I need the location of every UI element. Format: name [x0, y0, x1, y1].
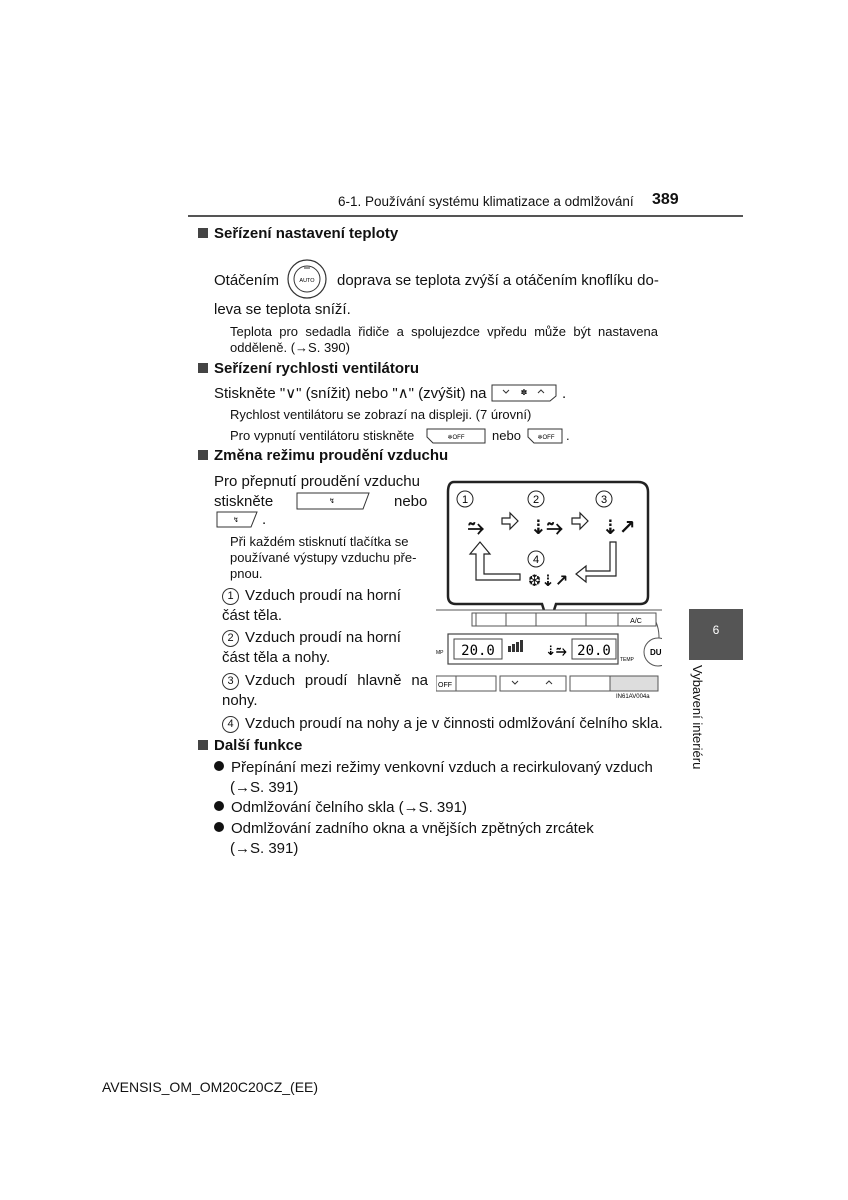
number-badge: 4	[222, 716, 239, 733]
temp-note: Teplota pro sedadla řidiče a spolujezdce vpředu může být nastavena odděleně. (→S. 390)	[230, 324, 658, 355]
fan-speed-button-icon	[491, 384, 557, 402]
airflow-note: Při každém stisknutí tlačítka se používané výstupy vzduchu pře-pnou.	[230, 534, 417, 581]
svg-text:TEMP: TEMP	[620, 657, 634, 663]
airflow-item-4: 4 Vzduch proudí na nohy a je v činnosti odmlžování čelního skla.	[222, 714, 663, 734]
airflow-intro-or: nebo	[394, 493, 428, 510]
figure-label-1: 1	[461, 494, 469, 506]
airflow-item-2: 2 Vzduch proudí na horní část těla a nohy.	[222, 629, 401, 666]
fan-note-2: Pro vypnutí ventilátoru stiskněte	[230, 428, 415, 443]
number-badge: 1	[222, 588, 239, 605]
square-bullet-icon	[198, 363, 208, 373]
bullet-dot-icon	[214, 761, 224, 771]
temp-line-1: Otáčením	[214, 272, 280, 289]
airflow-intro-end: .	[262, 511, 267, 528]
ac-label: A/C	[630, 618, 642, 625]
control-panel	[436, 610, 662, 712]
temperature-knob-icon	[286, 258, 328, 300]
display-left-temp: 20.0	[461, 643, 495, 659]
section-heading-airflow: Změna režimu proudění vzduchu	[198, 447, 448, 464]
figure-code: IN61AV004a	[616, 694, 650, 700]
header-rule	[188, 215, 743, 217]
airflow-item-1: 1 Vzduch proudí na horní část těla.	[222, 587, 401, 624]
figure-label-4: 4	[532, 554, 540, 566]
other-bullet-1: Přepínání mezi režimy venkovní vzduch a recirkulovaný vzduch	[214, 758, 653, 778]
temp-line-1b: doprava se teplota zvýší a otáčením knoflíku do-	[337, 272, 659, 289]
svg-text:❄OFF: ❄OFF	[447, 435, 465, 441]
svg-text:↯: ↯	[233, 516, 239, 524]
running-header: 6-1. Používání systému klimatizace a odmlžování	[338, 194, 634, 209]
mode-feet-defrost-icon: ❆⇣↗	[528, 571, 569, 590]
svg-text:DU: DU	[650, 648, 662, 657]
fan-off-button-icon	[426, 428, 486, 444]
fan-note-2-or: nebo	[492, 428, 521, 443]
figure-label-3: 3	[600, 494, 608, 506]
other-bullet-2: Odmlžování čelního skla (→S. 391)	[214, 798, 467, 818]
fan-off-button-alt-icon	[527, 428, 563, 444]
square-bullet-icon	[198, 740, 208, 750]
section-heading-fan: Seřízení rychlosti ventilátoru	[198, 360, 419, 377]
mode-bilevel-icon: ⇣⥲	[530, 515, 563, 539]
temp-line-2: leva se teplota sníží.	[214, 301, 351, 318]
mode-face-icon: ⥲	[468, 515, 484, 539]
fan-line-1: Stiskněte "∨" (snížit) nebo "∧" (zvýšit) na	[214, 385, 487, 402]
footer-code: AVENSIS_OM_OM20C20CZ_(EE)	[102, 1079, 319, 1095]
square-bullet-icon	[198, 228, 208, 238]
svg-text:↯: ↯	[329, 497, 335, 505]
other-bullet-3-ref: (→S. 391)	[230, 840, 299, 857]
bullet-dot-icon	[214, 822, 224, 832]
other-bullet-1-ref: (→S. 391)	[230, 779, 299, 796]
airflow-mode-figure	[436, 476, 662, 712]
knob-auto-label: AUTO	[299, 278, 315, 284]
svg-text:✽: ✽	[520, 388, 528, 397]
airflow-intro-2: stiskněte	[214, 493, 274, 510]
other-bullet-3: Odmlžování zadního okna a vnějších zpětných zrcátek	[214, 819, 594, 839]
section-heading-other: Další funkce	[198, 737, 302, 754]
fan-note-1: Rychlost ventilátoru se zobrazí na displeji. (7 úrovní)	[230, 407, 532, 422]
display-right-temp: 20.0	[577, 643, 611, 659]
airflow-intro-1: Pro přepnutí proudění vzduchu	[214, 473, 420, 490]
square-bullet-icon	[198, 450, 208, 460]
bullet-dot-icon	[214, 801, 224, 811]
fan-line-1-end: .	[562, 385, 567, 402]
figure-label-2: 2	[532, 494, 540, 506]
chapter-label: Vybavení interiéru	[690, 665, 705, 770]
page-number: 389	[652, 191, 679, 208]
airflow-item-3: 3 Vzduch proudí hlavně na nohy.	[222, 672, 428, 709]
airflow-mode-button-icon	[296, 492, 370, 510]
mode-feet-icon: ⇣↗	[602, 515, 636, 539]
airflow-mode-button-alt-icon	[216, 511, 258, 528]
number-badge: 2	[222, 630, 239, 647]
svg-text:OFF: OFF	[438, 682, 452, 689]
section-heading-temperature: Seřízení nastavení teploty	[198, 225, 398, 242]
fan-note-2-end: .	[566, 428, 570, 443]
chapter-tab: 6	[689, 609, 743, 660]
number-badge: 3	[222, 673, 239, 690]
svg-text:MP: MP	[436, 650, 444, 656]
svg-text:❄OFF: ❄OFF	[537, 435, 555, 441]
display-mode-icon: ⇣⥲	[545, 644, 567, 659]
